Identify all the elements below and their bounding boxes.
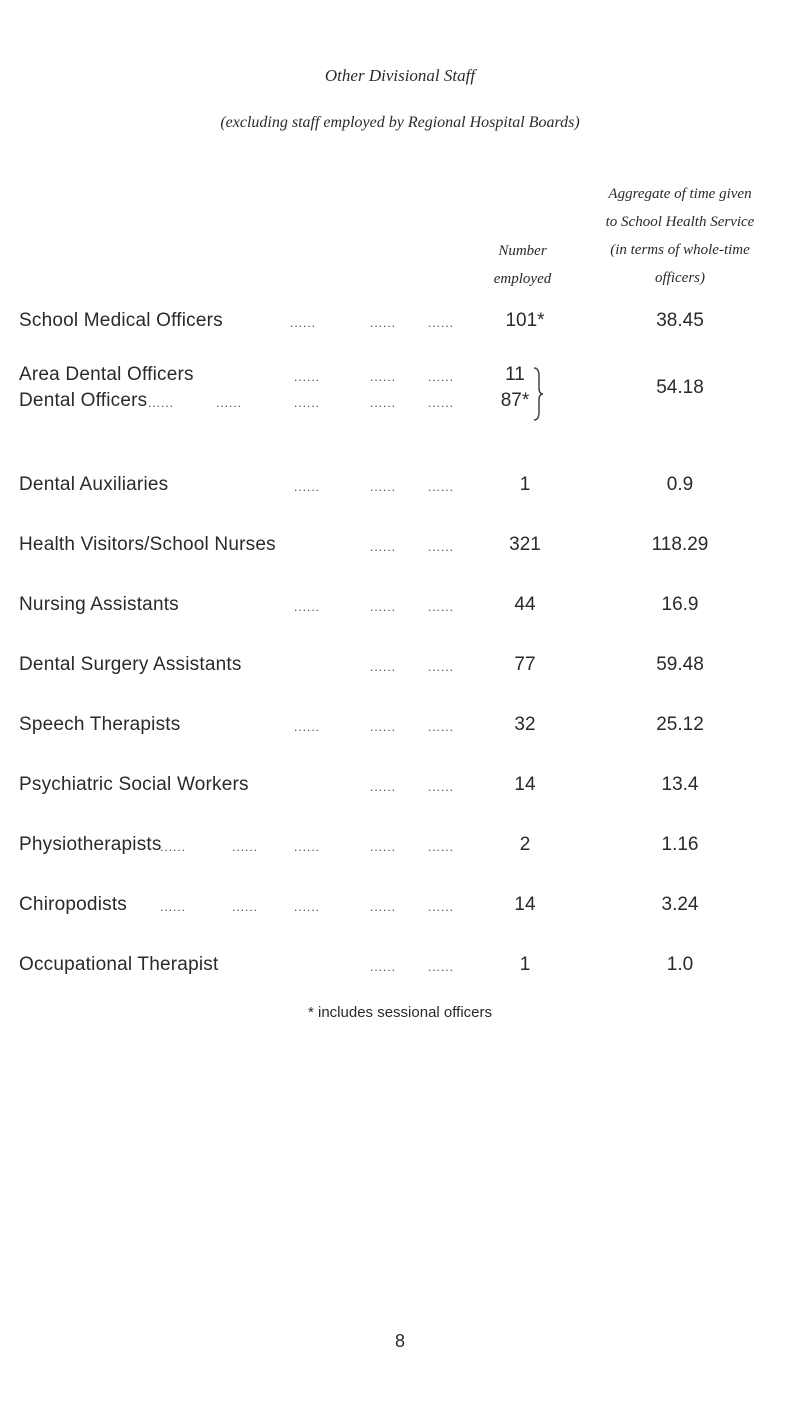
row-number: 2 [519, 834, 531, 855]
leader-dots: ...... [428, 600, 455, 614]
row-label: Physiotherapists [19, 834, 162, 855]
table-row [0, 310, 800, 340]
row-label: Nursing Assistants [19, 594, 179, 615]
leader-dots: ...... [428, 396, 455, 410]
leader-dots: ...... [428, 900, 455, 914]
row-aggregate: 59.48 [656, 654, 704, 675]
row-number: 44 [514, 594, 536, 615]
leader-dots: ...... [428, 370, 455, 384]
footnote: * includes sessional officers [308, 1004, 492, 1021]
table-row [0, 714, 800, 744]
leader-dots: ...... [294, 396, 321, 410]
leader-dots: ...... [294, 600, 321, 614]
leader-dots: ...... [370, 480, 397, 494]
leader-dots: ...... [294, 900, 321, 914]
row-number: 321 [509, 534, 541, 555]
row-aggregate: 13.4 [661, 774, 699, 795]
table-row [0, 654, 800, 684]
row-number: 1 [519, 474, 531, 495]
leader-dots: ...... [428, 540, 455, 554]
row-aggregate: 3.24 [661, 894, 699, 915]
leader-dots: ...... [160, 900, 187, 914]
row-label: Health Visitors/School Nurses [19, 534, 276, 555]
row-number: 87* [500, 390, 530, 411]
leader-dots: ...... [290, 316, 317, 330]
page-subtitle: (excluding staff employed by Regional Hospital Boards) [220, 114, 580, 131]
leader-dots: ...... [294, 720, 321, 734]
column-header-aggregate [560, 180, 800, 292]
leader-dots: ...... [294, 370, 321, 384]
leader-dots: ...... [370, 780, 397, 794]
leader-dots: ...... [370, 396, 397, 410]
leader-dots: ...... [370, 600, 397, 614]
table-row [0, 834, 800, 864]
row-aggregate: 16.9 [661, 594, 699, 615]
leader-dots: ...... [370, 540, 397, 554]
page-number: 8 [394, 1331, 405, 1351]
leader-dots: ...... [428, 660, 455, 674]
column-header-aggregate-line: Aggregate of time given [608, 186, 752, 202]
row-label: Occupational Therapist [19, 954, 219, 975]
column-header-number-line: employed [493, 271, 552, 287]
leader-dots: ...... [148, 396, 175, 410]
table-row-group [0, 364, 800, 424]
row-label: Area Dental Officers [19, 364, 194, 385]
column-header-aggregate-line: to School Health Service [605, 214, 755, 230]
row-number: 32 [514, 714, 536, 735]
table-row [0, 894, 800, 924]
row-aggregate: 0.9 [666, 474, 694, 495]
row-number: 101* [505, 310, 545, 331]
row-aggregate: 1.16 [661, 834, 699, 855]
column-header-aggregate-line: (in terms of whole-time [610, 242, 750, 258]
leader-dots: ...... [216, 396, 243, 410]
row-label: Psychiatric Social Workers [19, 774, 249, 795]
leader-dots: ...... [160, 840, 187, 854]
row-aggregate: 118.29 [651, 534, 709, 555]
column-header-number-line: Number [498, 243, 547, 259]
row-label: Dental Surgery Assistants [19, 654, 242, 675]
row-number: 14 [514, 894, 536, 915]
leader-dots: ...... [232, 840, 259, 854]
leader-dots: ...... [294, 480, 321, 494]
leader-dots: ...... [428, 840, 455, 854]
row-number: 1 [519, 954, 531, 975]
table-row [0, 474, 800, 504]
leader-dots: ...... [370, 840, 397, 854]
leader-dots: ...... [428, 480, 455, 494]
row-number: 14 [514, 774, 536, 795]
row-aggregate: 38.45 [656, 310, 704, 331]
table-row [0, 774, 800, 804]
leader-dots: ...... [370, 370, 397, 384]
leader-dots: ...... [428, 316, 455, 330]
row-number: 77 [514, 654, 536, 675]
table-row [0, 954, 800, 984]
leader-dots: ...... [370, 720, 397, 734]
leader-dots: ...... [428, 960, 455, 974]
row-number: 11 [505, 364, 525, 385]
row-label: Dental Officers [19, 390, 148, 411]
leader-dots: ...... [294, 840, 321, 854]
row-label: Speech Therapists [19, 714, 181, 735]
bracket-icon [530, 364, 544, 424]
row-aggregate: 25.12 [656, 714, 704, 735]
leader-dots: ...... [370, 660, 397, 674]
row-aggregate: 54.18 [656, 377, 704, 398]
row-aggregate: 1.0 [666, 954, 694, 975]
table-row [0, 534, 800, 564]
column-header-aggregate-line: officers) [655, 270, 705, 286]
page-title: Other Divisional Staff [324, 66, 476, 85]
table-row [0, 594, 800, 624]
leader-dots: ...... [428, 780, 455, 794]
leader-dots: ...... [428, 720, 455, 734]
row-label: Chiropodists [19, 894, 128, 915]
leader-dots: ...... [370, 316, 397, 330]
leader-dots: ...... [370, 960, 397, 974]
leader-dots: ...... [370, 900, 397, 914]
leader-dots: ...... [232, 900, 259, 914]
row-label: Dental Auxiliaries [19, 474, 169, 495]
row-label: School Medical Officers [19, 310, 223, 331]
